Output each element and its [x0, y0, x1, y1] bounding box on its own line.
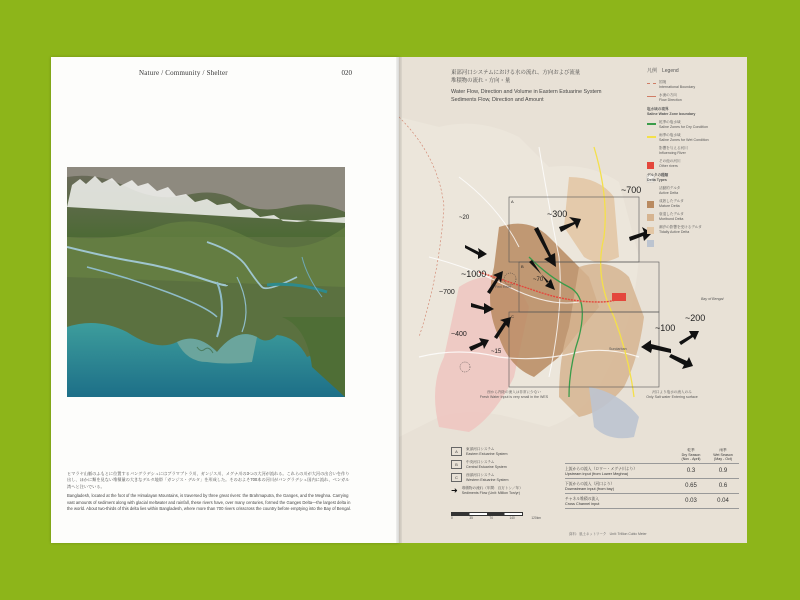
page-number: 020	[341, 69, 352, 77]
bay-of-bengal-label: Bay of Bengal	[701, 297, 724, 301]
system-a-box: A	[451, 447, 462, 456]
table-row: 下流からの流入（河口より） Downstream input (from bay) 0.65 0.6	[565, 478, 739, 493]
legend-other-label: その他の河川 Other rivers	[659, 159, 681, 168]
system-legend	[451, 447, 569, 499]
body-text	[67, 471, 351, 515]
label-1000: ~1000	[461, 269, 487, 279]
system-legend-a	[451, 447, 569, 456]
title-jp-2: 堆積物の流れ・方向・量	[451, 78, 511, 84]
title-jp-1: 東部河口システムにおける水の流れ、方向および流量	[451, 70, 581, 76]
label-100: ~100	[655, 323, 676, 333]
cell-wet: 0.04	[717, 498, 729, 504]
book-gutter	[396, 57, 402, 543]
scale-tick-2: 70	[489, 516, 493, 520]
table-header	[565, 445, 739, 463]
legend-mature	[647, 199, 745, 209]
system-a-en: Eastern Estuarine System	[466, 452, 508, 456]
fresh-water-note-en: Fresh Water Input is very small in the WES	[479, 395, 549, 399]
box-c-label: C	[511, 314, 514, 319]
legend-moribund	[647, 212, 745, 222]
scale-tick-0: 0	[451, 516, 453, 520]
arrow-legend-jp: 堆積物の流れ（年間：百万トン／年）	[461, 486, 523, 490]
map-legend	[647, 69, 745, 238]
legend-dry-label: 乾季の塩水域 Saline Zones for Dry Condition	[659, 120, 708, 129]
place-label-1: Feni River	[495, 285, 512, 289]
label-200: ~200	[685, 313, 706, 323]
map-titles	[451, 69, 602, 104]
system-legend-arrow	[451, 486, 569, 495]
arrow-icon	[647, 96, 656, 97]
system-c-en: Western Estuarine System	[466, 478, 509, 482]
legend-dry-zone	[647, 120, 745, 130]
left-page	[51, 57, 399, 543]
label-700-top: ~700	[621, 185, 642, 195]
cell-dry: 0.03	[685, 498, 697, 504]
fresh-water-note-jp: 西から内陸の流入は非常に少ない	[487, 390, 541, 394]
system-legend-c	[451, 473, 569, 482]
label-70: ~70	[533, 277, 544, 283]
system-b-jp: 中央河口システム	[466, 460, 495, 464]
flow-table	[565, 445, 739, 509]
legend-influencing-label: 影響を与える河川 Influencing River	[659, 146, 688, 155]
legend-boundary-label: 国境 International Boundary	[659, 80, 696, 89]
box-b-label: B	[521, 264, 524, 269]
legend-moribund-label: 衰退したデルタ Moribund Delta	[659, 212, 684, 221]
credit: 資料：風土ネットワーク Unit: Trillion Cubic Meter	[569, 532, 647, 536]
legend-active-label: 活動的デルタ Active Delta	[659, 186, 681, 195]
legend-tidally	[647, 225, 745, 235]
salt-water-note	[617, 390, 727, 399]
legend-wet-label: 雨季の塩水域 Saline Zones for Wet Condition	[659, 133, 709, 142]
cell-dry: 0.65	[685, 483, 697, 489]
system-legend-b	[451, 460, 569, 469]
scale-bar	[451, 512, 541, 520]
system-c-box: C	[451, 473, 462, 482]
legend-flow-direction	[647, 93, 745, 103]
place-label-2: Sundarban	[609, 347, 627, 351]
system-b-en: Central Estuarine System	[466, 465, 507, 469]
system-c-jp: 西部河口システム	[466, 473, 495, 477]
title-en-1: Water Flow, Direction and Volume in Eastern Estuarine System	[451, 89, 602, 95]
system-a-jp: 東部河口システム	[466, 447, 495, 451]
scale-unit: 120km	[531, 516, 541, 520]
salt-water-note-en: Only Salt water Entering surface	[646, 395, 698, 399]
cell-dry: 0.3	[686, 468, 696, 474]
arrow-icon: ➜	[451, 486, 458, 495]
right-page	[399, 57, 747, 543]
header-wet: 雨季 Wet Season (May - Oct)	[713, 447, 733, 461]
legend-tidally-label: 潮汐の影響を受けるデルタ Tidally Active Delta	[659, 225, 702, 234]
body-text-jp: ヒマラヤ山脈のふもとに位置するバングラデシュにはブラマプトラ川、ガンジス川、メグナ川の3つの大河が流れる。これらの川が大河の出合いを作り出し、ほかに類を見ない堆積量の大きなデルタ地帯「ガンジス・デルタ」を形成した。そのおよそ700本の河川がバングラデシュ国内に流れ、ベンガル湾へと注いでいる。	[67, 471, 350, 489]
legend-wet-zone	[647, 133, 745, 143]
cell-wet: 0.6	[718, 483, 728, 489]
legend-delta-head: デルタの種類 Delta Types	[647, 173, 669, 182]
system-b-box: B	[451, 460, 462, 469]
cell-wet: 0.9	[718, 468, 728, 474]
label-15: ~15	[491, 349, 502, 355]
title-en-2: Sediments Flow, Direction and Amount	[451, 97, 544, 103]
legend-flow-label: 水流の方向 Flow Direction	[659, 93, 682, 102]
header-dry: 乾季 Dry Season (Nov - April)	[681, 447, 701, 461]
running-head: Nature / Community / Shelter	[139, 69, 228, 77]
legend-title: 凡例 Legend	[647, 68, 679, 74]
satellite-image	[67, 167, 345, 397]
satellite-image-graphic	[67, 167, 345, 397]
legend-active	[647, 186, 745, 196]
scale-tick-1: 35	[469, 516, 473, 520]
legend-boundary	[647, 80, 745, 90]
table-row: チャネル堆積の流入 Cross Channel input 0.03 0.04	[565, 493, 739, 509]
legend-mature-label: 成熟したデルタ Mature Delta	[659, 199, 684, 208]
fresh-water-note	[459, 390, 569, 399]
legend-influencing	[647, 146, 745, 156]
label-700-left: ~700	[439, 289, 455, 296]
label-400: ~400	[451, 331, 467, 338]
label-20: ~20	[459, 215, 470, 221]
scale-tick-3: 140	[509, 516, 515, 520]
salt-water-note-jp: 河口より塩水の流入のみ	[652, 390, 692, 394]
legend-salinity-head: 塩水域の境界 Saline Water Zone boundary	[647, 107, 696, 116]
legend-other-rivers	[647, 159, 745, 169]
box-a-label: A	[511, 199, 514, 204]
body-text-en: Bangladesh, located at the foot of the Himalayan Mountains, is traversed by three great rivers: the Brahmaputra, the Ganges, and the Meghna. Carrying vast amounts of sediment along with glacial meltwater and rainfall, these rivers have, over many centuries, formed the Ganges Delta—the largest delta in the world. About two-thirds of this delta lies within Bangladesh, where more than 700 rivers crisscross the country before emptying into the Bay of Bengal.	[67, 493, 351, 512]
label-300: ~300	[547, 209, 568, 219]
arrow-legend-en: Sediments Flow (Unit: Million Ton/yr)	[461, 491, 520, 495]
table-row: 上流からの流入（ロワー・メグナ川より） Upstream input (from Lower Meghna) 0.3 0.9	[565, 463, 739, 478]
